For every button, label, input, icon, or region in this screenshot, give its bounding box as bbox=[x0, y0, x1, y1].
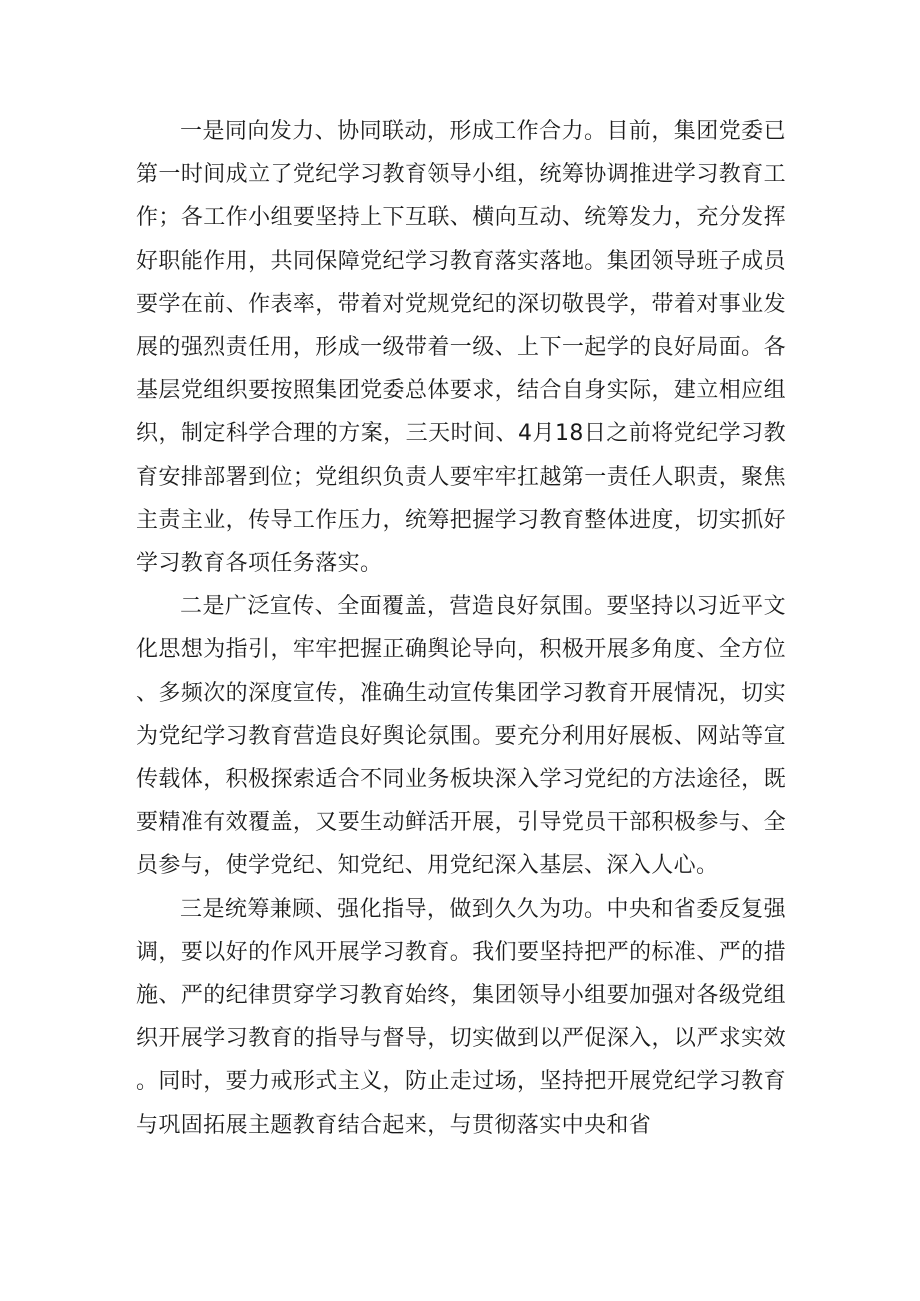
document-body bbox=[136, 110, 786, 1147]
paragraph-3: 三是统筹兼顾、强化指导，做到久久为功。中央和省委反复强调，要以好的作风开展学习教育。我们要坚持把严的标准、严的措施、严的纪律贯穿学习教育始终，集团领导小组要加强对各级党组织开展学习教育的指导与督导，切实做到以严促深入，以严求实效。同时，要力戒形式主义，防止走过场，坚持把开展党纪学习教育与巩固拓展主题教育结合起来，与贯彻落实中央和省 bbox=[136, 896, 786, 1138]
paragraph-1: 一是同向发力、协同联动，形成工作合力。目前，集团党委已第一时间成立了党纪学习教育领导小组，统筹协调推进学习教育工作；各工作小组要坚持上下互联、横向互动、统筹发力，充分发挥好职能作用，共同保障党纪学习教育落实落地。集团领导班子成员要学在前、作表率，带着对党规党纪的深切敬畏学，带着对事业发展的强烈责任用，形成一级带着一级、上下一起学的良好局面。各基层党组织要按照集团党委总体要求，结合自身实际，建立相应组织，制定科学合理的方案，三天时间、4月18日之前将党纪学习教育安排部署到位；党组织负责人要牢牢扛越第一责任人职责，聚焦主责主业，传导工作压力，统筹把握学习教育整体进度，切实抓好学习教育各项任务落实。 bbox=[136, 119, 786, 577]
paragraph-2: 二是广泛宣传、全面覆盖，营造良好氛围。要坚持以习近平文化思想为指引，牢牢把握正确舆论导向，积极开展多角度、全方位、多频次的深度宣传，准确生动宣传集团学习教育开展情况，切实为党纪学习教育营造良好舆论氛围。要充分利用好展板、网站等宣传载体，积极探索适合不同业务板块深入学习党纪的方法途径，既要精准有效覆盖，又要生动鲜活开展，引导党员干部积极参与、全员参与，使学党纪、知党纪、用党纪深入基层、深入人心。 bbox=[136, 594, 786, 879]
